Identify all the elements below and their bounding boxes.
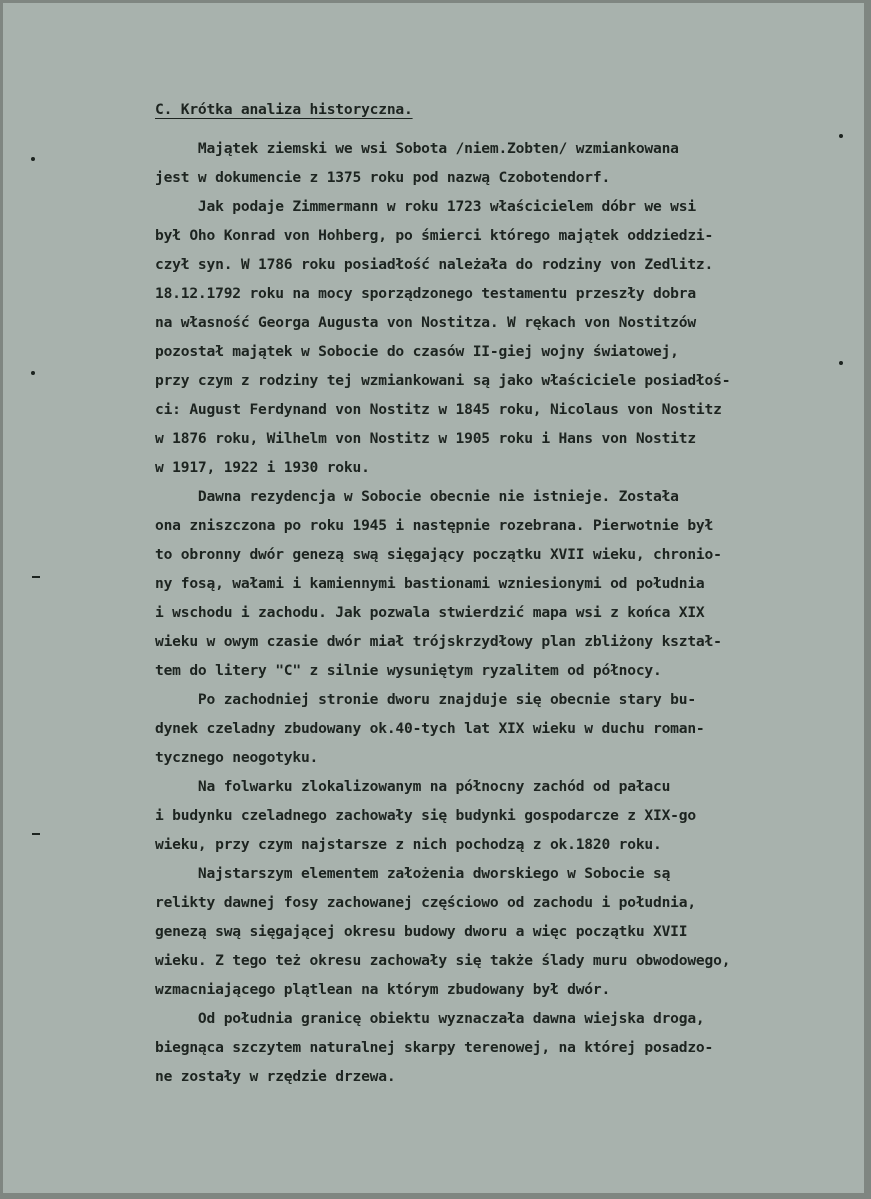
margin-mark bbox=[31, 157, 35, 161]
text-line: Po zachodniej stronie dworu znajduje się obecnie stary bu- bbox=[155, 691, 696, 708]
text-line: Majątek ziemski we wsi Sobota /niem.Zobten/ wzmiankowana bbox=[155, 140, 679, 157]
text-line: wieku w owym czasie dwór miał trójskrzydłowy plan zbliżony kształ- bbox=[155, 633, 722, 650]
text-line: ona zniszczona po roku 1945 i następnie rozebrana. Pierwotnie był bbox=[155, 517, 714, 534]
text-line: czył syn. W 1786 roku posiadłość należała do rodziny von Zedlitz. bbox=[155, 256, 714, 273]
document-page bbox=[3, 3, 864, 1193]
margin-mark bbox=[839, 134, 843, 138]
text-line: 18.12.1792 roku na mocy sporządzonego testamentu przeszły dobra bbox=[155, 285, 696, 302]
text-line: i budynku czeladnego zachowały się budynki gospodarcze z XIX-go bbox=[155, 807, 696, 824]
text-line: pozostał majątek w Sobocie do czasów II-giej wojny światowej, bbox=[155, 343, 679, 360]
text-line: relikty dawnej fosy zachowanej częściowo od zachodu i południa, bbox=[155, 894, 696, 911]
text-line: ne zostały w rzędzie drzewa. bbox=[155, 1068, 396, 1085]
text-line: jest w dokumencie z 1375 roku pod nazwą Czobotendorf. bbox=[155, 169, 611, 186]
text-line: genezą swą sięgającej okresu budowy dworu a więc początku XVII bbox=[155, 923, 688, 940]
text-line: dynek czeladny zbudowany ok.40-tych lat XIX wieku w duchu roman- bbox=[155, 720, 705, 737]
text-line: w 1876 roku, Wilhelm von Nostitz w 1905 roku i Hans von Nostitz bbox=[155, 430, 696, 447]
margin-mark bbox=[31, 371, 35, 375]
text-line: przy czym z rodziny tej wzmiankowani są jako właściciele posiadłoś- bbox=[155, 372, 731, 389]
text-line: Jak podaje Zimmermann w roku 1723 właścicielem dóbr we wsi bbox=[155, 198, 696, 215]
margin-mark bbox=[32, 833, 40, 835]
text-line: był Oho Konrad von Hohberg, po śmierci którego majątek oddziedzi- bbox=[155, 227, 714, 244]
text-line: Na folwarku zlokalizowanym na północny zachód od pałacu bbox=[155, 778, 671, 795]
text-line: w 1917, 1922 i 1930 roku. bbox=[155, 459, 370, 476]
text-line: tycznego neogotyku. bbox=[155, 749, 319, 766]
text-line: wieku. Z tego też okresu zachowały się także ślady muru obwodowego, bbox=[155, 952, 731, 969]
margin-mark bbox=[32, 576, 40, 578]
text-line: Od południa granicę obiektu wyznaczała dawna wiejska droga, bbox=[155, 1010, 705, 1027]
margin-mark bbox=[839, 361, 843, 365]
text-line: wzmacniającego plątlean na którym zbudowany był dwór. bbox=[155, 981, 611, 998]
text-line: Najstarszym elementem założenia dworskiego w Sobocie są bbox=[155, 865, 671, 882]
text-line: to obronny dwór genezą swą sięgający początku XVII wieku, chronio- bbox=[155, 546, 722, 563]
text-line: ci: August Ferdynand von Nostitz w 1845 roku, Nicolaus von Nostitz bbox=[155, 401, 722, 418]
section-heading: C. Krótka analiza historyczna. bbox=[155, 101, 413, 118]
text-line: i wschodu i zachodu. Jak pozwala stwierdzić mapa wsi z końca XIX bbox=[155, 604, 705, 621]
text-line: wieku, przy czym najstarsze z nich pochodzą z ok.1820 roku. bbox=[155, 836, 662, 853]
text-line: na własność Georga Augusta von Nostitza. W rękach von Nostitzów bbox=[155, 314, 696, 331]
text-line: ny fosą, wałami i kamiennymi bastionami wzniesionymi od południa bbox=[155, 575, 705, 592]
text-line: biegnąca szczytem naturalnej skarpy terenowej, na której posadzo- bbox=[155, 1039, 714, 1056]
text-line: tem do litery "C" z silnie wysuniętym ryzalitem od północy. bbox=[155, 662, 662, 679]
text-line: Dawna rezydencja w Sobocie obecnie nie istnieje. Została bbox=[155, 488, 679, 505]
